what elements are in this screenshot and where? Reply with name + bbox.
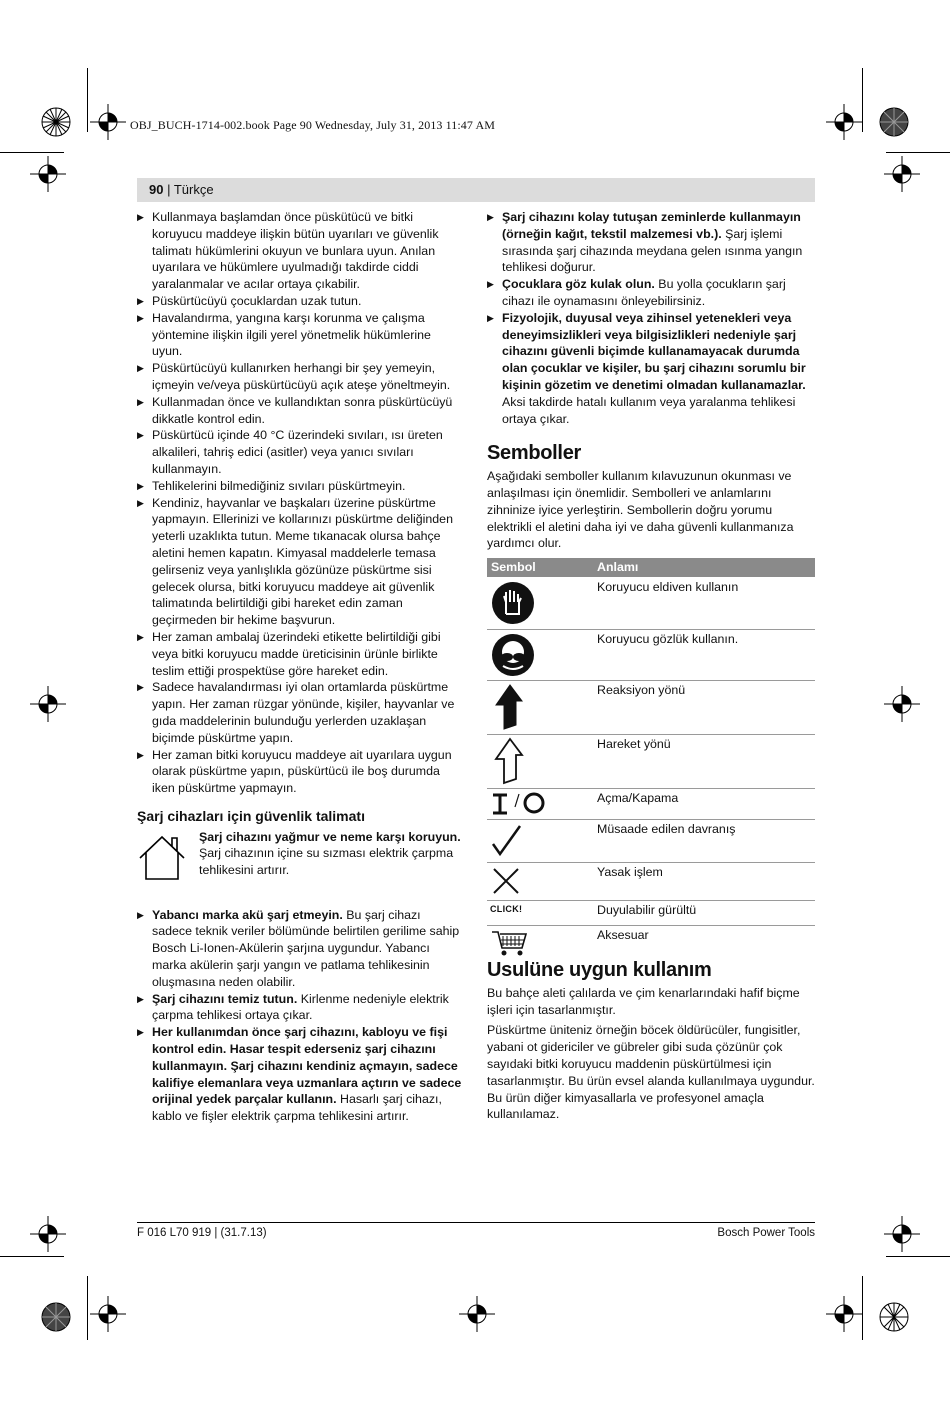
safety-bullet: ▶ Tehlikelerini bilmediğiniz sıvıları püskürtmeyin. xyxy=(137,478,463,495)
crosshair-icon xyxy=(826,1296,862,1332)
page-header xyxy=(137,178,815,202)
crosshair-icon xyxy=(90,1296,126,1332)
safety-bullet: ▶ Her zaman bitki koruyucu maddeye ait uyarılara uygun olarak püskürtme yapın, püskürtücü ile boş durumda iken püskürtme yapmayın. xyxy=(137,747,463,797)
bullet-bold-text: Fizyolojik, duyusal veya zihinsel yetenekleri veya deneyimsizlikleri veya bilgisizlikleri nedeniyle şarj cihazını güvenli biçimde kullanamayacak durumda olan çocuklar ve kişiler, bu şarj cihazını sorumlu bir kişinin gözetim ve denetimi olmadan kullanamazlar. xyxy=(502,310,806,392)
cross-icon xyxy=(490,865,524,897)
safety-bullet: ▶ Sadece havalandırması iyi olan ortamlarda püskürtme yapın. Her zaman rüzgar yönünde, kişiler, hayvanlar ve gıda maddelerinin bulunduğu yerlerden uzaklaşan biçimde püskürtme yapın. xyxy=(137,679,463,746)
crosshair-icon xyxy=(459,1296,495,1332)
safety-bullet: ▶ Püskürtücüyü kullanırken herhangi bir şey yemeyin, içmeyin ve/veya püskürtücüyü açık ateşe yöneltmeyin. xyxy=(137,360,463,394)
registration-target-icon xyxy=(878,106,910,138)
crosshair-icon xyxy=(884,156,920,192)
charger-note-bold: Şarj cihazını yağmur ve neme karşı koruyun. xyxy=(199,829,461,844)
symbol-row xyxy=(487,788,815,820)
meaning-column-header: Anlamı xyxy=(597,560,639,574)
charger-bullet xyxy=(487,209,815,276)
safety-bullet: ▶ Kendiniz, hayvanlar ve başkaları üzerine püskürtme yapmayın. Ellerinizi ve kollarınızı püskürtme deliğinden yeterli uzaklıkta tutun. Meme tıkanacak olursa bahçe aletini hemen kapatın. Kimyasal maddelerle temasa gelirseniz veya yanlışlıkla gözünüze püskürtme sisi gelecek olursa, bitki koruyucu maddeye ait güvenlik talimatında belirtildiği gibi hareket edin zaman geçirmeden bir hekime başvurun. xyxy=(137,495,463,629)
bullet-bold-text: Her kullanımdan önce şarj cihazını, kabloyu ve fişi kontrol edin. Hasar tespit ederseniz şarj cihazını kullanmayın. Şarj cihazını kendiniz açmayın, sadece kalifiye elemanlara veya uzmanlara açtırın ve sadece orijinal yedek parçalar kullanın. xyxy=(152,1025,462,1107)
symbol-row xyxy=(487,819,815,863)
crosshair-icon xyxy=(884,1216,920,1252)
crosshair-icon xyxy=(30,686,66,722)
symbol-row xyxy=(487,680,815,735)
reaction-arrow-icon xyxy=(490,683,530,731)
left-column xyxy=(137,209,463,1125)
bullet-bold-text: Yabancı marka akü şarj etmeyin. xyxy=(152,907,343,922)
symbol-row xyxy=(487,925,815,959)
crop-mark xyxy=(886,1256,950,1257)
charger-bullet-list-continued xyxy=(487,209,815,427)
symbol-row xyxy=(487,862,815,901)
bullet-text: Aksi takdirde hatalı kullanım veya yaralanma tehlikesi ortaya çıkar. xyxy=(502,394,796,426)
symbol-meaning: Hareket yönü xyxy=(597,737,671,751)
click-icon: CLICK! xyxy=(490,904,523,914)
symbol-meaning: Koruyucu eldiven kullanın xyxy=(597,580,739,594)
crop-mark xyxy=(862,1276,863,1340)
crosshair-icon xyxy=(884,686,920,722)
footer-rule xyxy=(137,1222,815,1223)
symbol-meaning: Koruyucu gözlük kullanın. xyxy=(597,632,739,646)
symbol-meaning: Aksesuar xyxy=(597,928,649,942)
goggles-icon xyxy=(490,632,536,678)
right-column xyxy=(487,209,815,552)
footer-brand: Bosch Power Tools xyxy=(717,1227,815,1239)
charger-bullet xyxy=(137,1024,463,1125)
crosshair-icon xyxy=(30,156,66,192)
bullet-bold-text: Şarj cihazını kolay tutuşan zeminlerde kullanmayın (örneğin kağıt, tekstil malzemesi vb.). xyxy=(502,210,801,241)
bullet-bold-text: Çocuklara göz kulak olun. xyxy=(502,277,655,292)
bullet-text: Bu yolla çocukların şarj cihazı ile oynamasını önleyebilirsiniz. xyxy=(502,277,786,308)
registration-target-icon xyxy=(40,106,72,138)
charger-safety-heading: Şarj cihazları için güvenlik talimatı xyxy=(137,807,365,824)
on-off-icon xyxy=(490,791,550,817)
symbol-meaning: Yasak işlem xyxy=(597,865,663,879)
header-separator: | xyxy=(163,182,174,197)
symbol-column-header: Sembol xyxy=(491,560,536,574)
symbols-table-header xyxy=(487,558,815,577)
usage-paragraph: Püskürtme üniteniz örneğin böcek öldürücüler, fungisitler, yabani ot gidericiler ve gübreler gibi suda çözünür çok sayıdaki bitki koruyucu maddenin püskürtülmesi için tasarlanmıştır. Bu ürün evsel alanda kullanılmaya uygundur. Bu ürün diğer kimyasallarla ve profesyonel amaçla kullanılamaz. xyxy=(487,1023,815,1122)
crop-mark xyxy=(87,1276,88,1340)
symbol-row xyxy=(487,900,815,926)
symbol-meaning: Reaksiyon yönü xyxy=(597,683,686,697)
charger-bullet xyxy=(487,276,815,310)
safety-bullet-list xyxy=(137,209,463,797)
usage-section xyxy=(487,959,815,1123)
safety-bullet: ▶ Püskürtücü içinde 40 °C üzerindeki sıvıları, ısı üreten alkalileri, tahriş edici (asitler) veya yanıcı sıvıları kullanmayın. xyxy=(137,427,463,477)
symbol-row xyxy=(487,577,815,630)
crop-mark xyxy=(886,152,950,153)
charger-bullet xyxy=(487,310,815,428)
safety-bullet: ▶ Kullanmadan önce ve kullandıktan sonra püskürtücüyü dikkatle kontrol edin. xyxy=(137,394,463,428)
safety-bullet: ▶ Her zaman ambalaj üzerindeki etikette belirtildiği gibi veya bitki koruyucu madde üreticisinin ürünle birlikte teslim ettiği prospektüse göre hareket edin. xyxy=(137,629,463,679)
crop-mark xyxy=(87,68,88,132)
crop-mark xyxy=(0,152,64,153)
bullet-text: Kirlenme nedeniyle elektrik çarpma tehlikesi ortaya çıkar. xyxy=(152,991,449,1023)
page-number: 90 xyxy=(149,182,164,197)
safety-bullet: ▶ Püskürtücüyü çocuklardan uzak tutun. xyxy=(137,293,463,310)
registration-target-icon xyxy=(40,1301,72,1333)
header-language: Türkçe xyxy=(173,182,214,197)
safety-bullet: ▶ Havalandırma, yangına karşı korunma ve çalışma yöntemine ilişkin ilgili yerel yönetmelik hükümlerine uyun. xyxy=(137,310,463,360)
symbol-row xyxy=(487,629,815,681)
bullet-text: Bu şarj cihazı sadece teknik veriler bölümünde belirtilen gerilime sahip Bosch Li-Ionen-Akülerin şarjına uygundur. Yabancı marka akülerin şarjı yangın ve patlama tehlikesinin oluşmasına neden olabilir. xyxy=(152,907,460,989)
crosshair-icon xyxy=(90,104,126,140)
bullet-bold-text: Şarj cihazını temiz tutun. xyxy=(152,991,298,1006)
charger-bullet-list xyxy=(137,907,463,1125)
symbol-meaning: Müsaade edilen davranış xyxy=(597,822,736,836)
symbol-meaning: Açma/Kapama xyxy=(597,791,679,805)
symbol-row xyxy=(487,734,815,789)
cart-icon xyxy=(490,928,530,958)
bullet-text: Hasarlı şarj cihazı, kablo ve fişler elektrik çarpma tehlikesini artırır. xyxy=(152,1092,442,1124)
crosshair-icon xyxy=(826,104,862,140)
usage-paragraph: Bu bahçe aleti çalılarda ve çim kenarlarındaki hafif biçme işleri için tasarlanmıştır. xyxy=(487,985,800,1017)
check-icon xyxy=(490,822,524,858)
usage-heading: Usulüne uygun kullanım xyxy=(487,959,712,981)
gloves-icon xyxy=(490,580,536,626)
footer-docnumber: F 016 L70 919 | (31.7.13) xyxy=(137,1227,267,1239)
symbol-meaning: Duyulabilir gürültü xyxy=(597,903,697,917)
symbols-heading: Semboller xyxy=(487,442,581,465)
crop-mark xyxy=(0,1256,64,1257)
charger-note-text: Şarj cihazının içine su sızması elektrik çarpma tehlikesini artırır. xyxy=(199,846,454,878)
charger-bullet xyxy=(137,991,463,1025)
charger-bullet xyxy=(137,907,463,991)
safety-bullet: ▶ Kullanmaya başlamdan önce püskütücü ve bitki koruyucu maddeye ilişkin bütün uyarıları ve güvenlik talimatı hükümlerini okuyun ve bunlara uyun. Anılan uyarılara ve hükümlere uyulmadığı takdirde ciddi yaralanmalar ve acılar ortaya çıkabilir. xyxy=(137,209,463,293)
print-slug: OBJ_BUCH-1714-002.book Page 90 Wednesday, July 31, 2013 11:47 AM xyxy=(130,118,495,132)
movement-arrow-icon xyxy=(490,737,530,785)
symbols-intro: Aşağıdaki semboller kullanım kılavuzunun okunması ve anlaşılması için önemlidir. Sembolleri ve anlamlarını zihninize iyice yerleştirin. Sembollerin doğru yorumu elektrikli el aletini daha iyi ve daha güvenli kullanmanıza yardımcı olur. xyxy=(487,469,794,551)
crop-mark xyxy=(862,68,863,132)
crosshair-icon xyxy=(30,1216,66,1252)
bullet-text: Şarj işlemi sırasında şarj cihazında meydana gelen ısınma yangın tehlikesi doğurur. xyxy=(502,226,803,275)
charger-indoor-note xyxy=(137,829,463,907)
house-indoor-use-icon xyxy=(137,833,187,883)
registration-target-icon xyxy=(878,1301,910,1333)
